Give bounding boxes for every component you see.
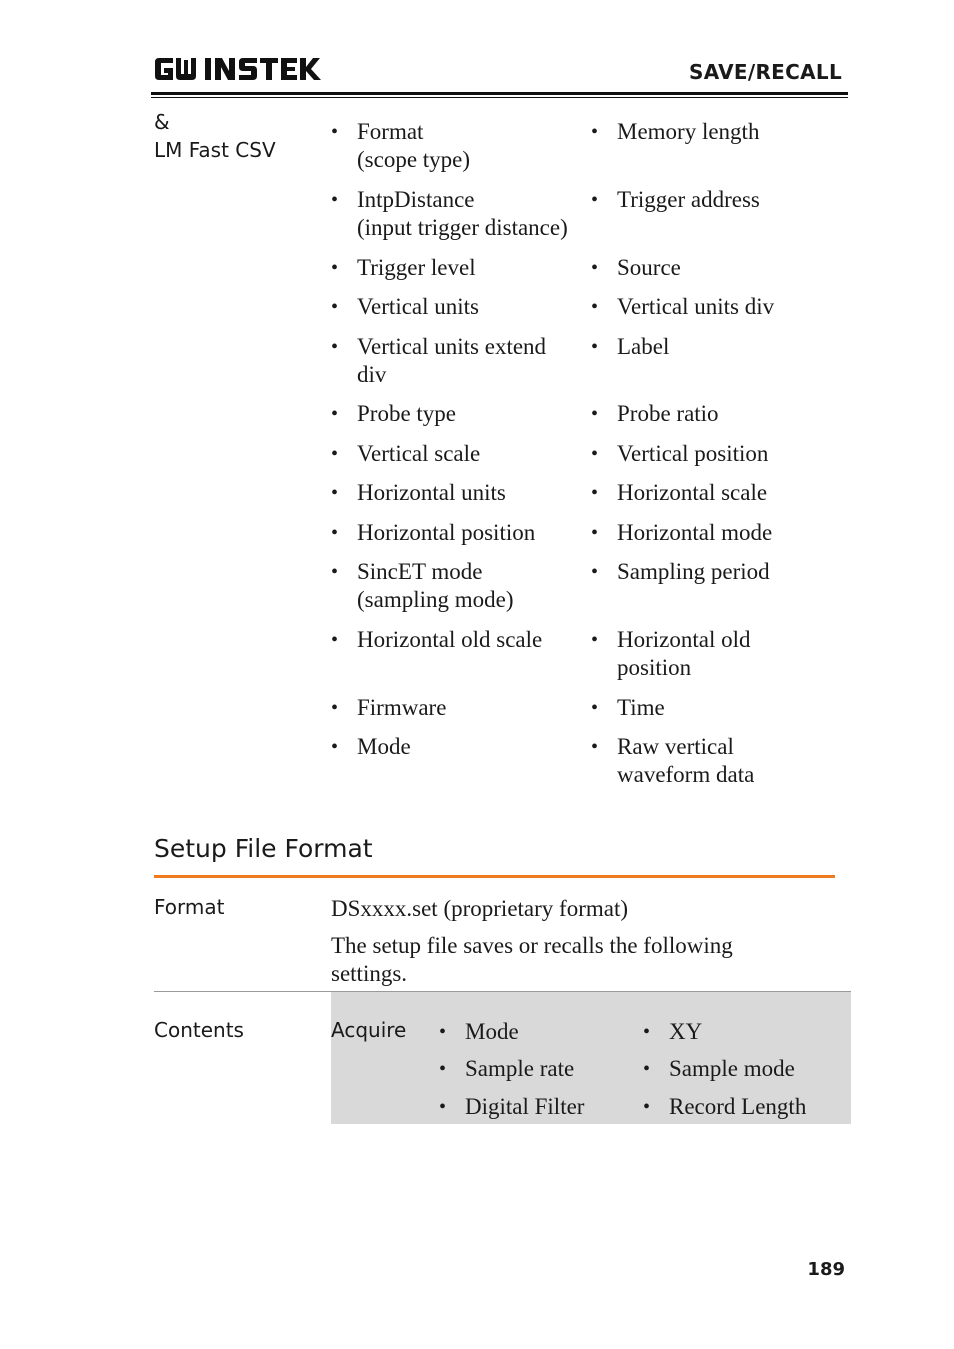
- list-item: [591, 333, 670, 361]
- list-item-text: Raw vertical: [617, 734, 734, 759]
- contents-label: Contents: [154, 1018, 244, 1042]
- list-item-text: Vertical scale: [357, 441, 481, 466]
- list-item-text: Firmware: [357, 695, 447, 720]
- list-item: [591, 733, 755, 789]
- list-item-text: (sampling mode): [357, 587, 514, 612]
- list-item-text: Vertical position: [617, 441, 769, 466]
- acquire-item: [439, 1018, 519, 1046]
- bullet-icon: •: [331, 482, 339, 504]
- bullet-icon: •: [591, 403, 599, 425]
- list-item: [331, 733, 411, 761]
- bullet-icon: •: [331, 697, 339, 719]
- list-item-text: IntpDistance: [357, 187, 475, 212]
- list-item: [591, 694, 665, 722]
- bullet-icon: •: [331, 736, 339, 758]
- list-item: [331, 519, 536, 547]
- list-item: [591, 440, 769, 468]
- list-item: [331, 558, 514, 614]
- list-item: [331, 440, 481, 468]
- bullet-icon: •: [591, 697, 599, 719]
- list-item: [591, 400, 719, 428]
- setup-description: [331, 932, 733, 988]
- list-item: [331, 626, 543, 654]
- bullet-icon: •: [591, 561, 599, 583]
- list-item: [591, 558, 770, 586]
- description-line-2: settings.: [331, 961, 408, 986]
- list-item: [331, 118, 471, 174]
- bullet-icon: •: [331, 561, 339, 583]
- list-item-text: Memory length: [617, 119, 760, 144]
- acquire-item-text: XY: [669, 1019, 703, 1044]
- bullet-icon: •: [591, 443, 599, 465]
- bullet-icon: •: [643, 1021, 651, 1043]
- bullet-icon: •: [591, 257, 599, 279]
- format-value: DSxxxx.set (proprietary format): [331, 896, 629, 921]
- acquire-item: [439, 1055, 575, 1083]
- list-item: [331, 400, 457, 428]
- bullet-icon: •: [331, 257, 339, 279]
- list-item-text: div: [357, 362, 387, 387]
- description-line-1: The setup file saves or recalls the following: [331, 933, 733, 958]
- bullet-icon: •: [331, 121, 339, 143]
- bullet-icon: •: [331, 403, 339, 425]
- list-item-text: Horizontal position: [357, 520, 536, 545]
- bullet-icon: •: [591, 189, 599, 211]
- bullet-icon: •: [591, 736, 599, 758]
- bullet-icon: •: [591, 482, 599, 504]
- bullet-icon: •: [591, 336, 599, 358]
- list-item-text: Source: [617, 255, 681, 280]
- list-item-text: Mode: [357, 734, 411, 759]
- list-item: [591, 479, 768, 507]
- acquire-label: Acquire: [331, 1018, 407, 1042]
- list-item: [331, 694, 447, 722]
- list-item: [331, 186, 568, 242]
- list-item-text: (input trigger distance): [357, 215, 568, 240]
- bullet-icon: •: [439, 1058, 447, 1080]
- list-item-text: Vertical units: [357, 294, 479, 319]
- list-item: [591, 626, 751, 682]
- bullet-icon: •: [591, 121, 599, 143]
- list-item-text: waveform data: [617, 762, 755, 787]
- list-item: [591, 293, 775, 321]
- list-item: [331, 333, 547, 389]
- acquire-item: [643, 1018, 703, 1046]
- format-label: Format: [154, 895, 225, 919]
- list-item-text: SincET mode: [357, 559, 483, 584]
- acquire-item-text: Sample rate: [465, 1056, 575, 1081]
- bullet-icon: •: [643, 1058, 651, 1080]
- bullet-icon: •: [643, 1096, 651, 1118]
- list-item-text: Time: [617, 695, 665, 720]
- list-item-text: Trigger address: [617, 187, 760, 212]
- acquire-item-text: Sample mode: [669, 1056, 795, 1081]
- list-item: [331, 293, 479, 321]
- bullet-icon: •: [591, 629, 599, 651]
- list-item-text: Probe type: [357, 401, 457, 426]
- list-item-text: Vertical units extend: [357, 334, 547, 359]
- bullet-icon: •: [331, 189, 339, 211]
- bullet-icon: •: [331, 336, 339, 358]
- page-number: 189: [807, 1259, 845, 1280]
- list-item-text: position: [617, 655, 692, 680]
- list-item-text: Horizontal old: [617, 627, 751, 652]
- bullet-icon: •: [591, 522, 599, 544]
- acquire-item: [439, 1093, 585, 1121]
- acquire-item-text: Record Length: [669, 1094, 807, 1119]
- list-item-text: Format: [357, 119, 424, 144]
- list-item-text: Sampling period: [617, 559, 770, 584]
- list-item: [331, 479, 506, 507]
- bullet-icon: •: [591, 296, 599, 318]
- bullet-icon: •: [331, 522, 339, 544]
- label-line-1: &: [154, 110, 170, 134]
- list-item: [331, 254, 476, 282]
- bullet-icon: •: [331, 443, 339, 465]
- acquire-item: [643, 1093, 807, 1121]
- bullet-icon: •: [439, 1096, 447, 1118]
- list-item-text: Label: [617, 334, 670, 359]
- acquire-item-text: Mode: [465, 1019, 519, 1044]
- bullet-icon: •: [331, 296, 339, 318]
- section-accent-rule: [154, 875, 835, 878]
- list-item-text: Horizontal mode: [617, 520, 773, 545]
- list-item: [591, 254, 681, 282]
- section-title: SAVE/RECALL: [689, 60, 842, 84]
- list-item-text: Vertical units div: [617, 294, 775, 319]
- list-item: [591, 186, 760, 214]
- acquire-item: [643, 1055, 795, 1083]
- list-item-text: Trigger level: [357, 255, 476, 280]
- list-item: [591, 519, 773, 547]
- label-line-2: LM Fast CSV: [154, 138, 276, 162]
- list-item-text: Horizontal units: [357, 480, 506, 505]
- bullet-icon: •: [439, 1021, 447, 1043]
- setup-section-title: Setup File Format: [154, 834, 373, 863]
- list-item-text: Probe ratio: [617, 401, 719, 426]
- list-item-text: (scope type): [357, 147, 471, 172]
- list-item-text: Horizontal scale: [617, 480, 768, 505]
- bullet-icon: •: [331, 629, 339, 651]
- acquire-item-text: Digital Filter: [465, 1094, 585, 1119]
- list-item-text: Horizontal old scale: [357, 627, 543, 652]
- list-item: [591, 118, 760, 146]
